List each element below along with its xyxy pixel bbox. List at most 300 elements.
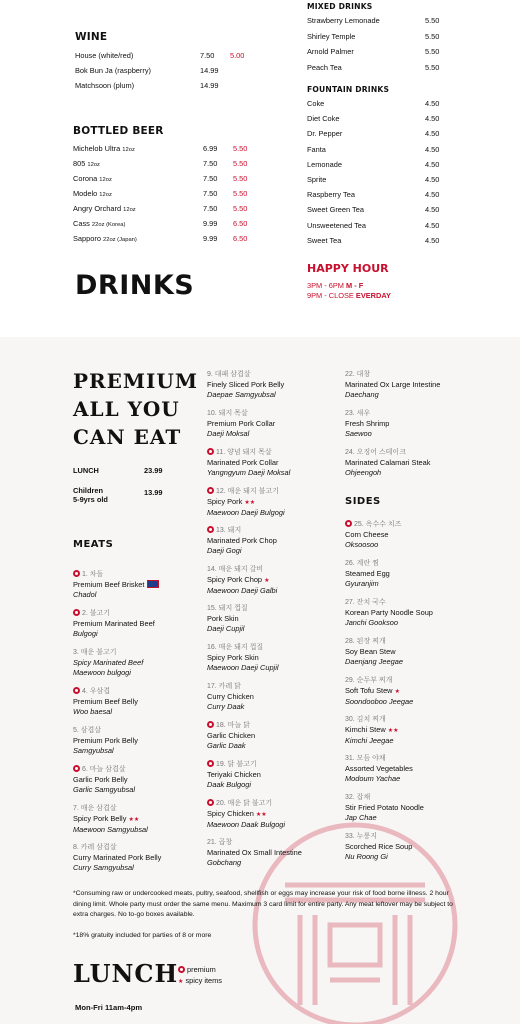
item-korean-text: 29. 순두부 찌개 <box>345 677 393 684</box>
beer-name: Sapporo 22oz (Japan) <box>73 234 137 243</box>
spicy-icon: ★ <box>264 578 270 584</box>
lunch-heading: LUNCH <box>73 959 179 988</box>
item-english-text: Spicy Pork Skin <box>207 653 259 662</box>
spicy-icon: ★★ <box>244 500 256 506</box>
premium-icon <box>73 765 80 772</box>
item-romanized-name: Maewoon Daeji Galbi <box>207 586 278 595</box>
all-you-can-eat-section <box>0 337 520 1024</box>
item-korean-text: 4. 우삼겹 <box>82 688 111 695</box>
item-english-name <box>207 536 347 546</box>
beer-name: Michelob Ultra 12oz <box>73 144 135 153</box>
item-korean-name <box>345 409 485 419</box>
meat-item <box>345 370 485 400</box>
premium-ayce-title <box>73 367 198 451</box>
mixed-price: 5.50 <box>425 62 440 72</box>
item-korean-name <box>207 799 347 809</box>
premium-icon <box>73 687 80 694</box>
meat-item <box>207 487 347 518</box>
item-english-text: Spicy Marinated Beef <box>73 658 144 667</box>
beer-size: 12oz <box>122 147 135 153</box>
item-english-text: Soy Bean Stew <box>345 647 396 656</box>
item-romanized-name: Bulgogi <box>73 629 98 638</box>
item-english-name <box>345 842 485 852</box>
item-english-name <box>345 686 485 697</box>
beer-price: 9.99 <box>203 219 218 228</box>
item-english-name <box>207 458 347 468</box>
meat-item <box>73 765 213 795</box>
item-korean-text: 16. 매운 돼지 껍질 <box>207 644 264 651</box>
item-english-text: Spicy Pork Belly <box>73 814 127 823</box>
beer-happy-price: 5.50 <box>233 189 248 198</box>
fountain-name: Sweet Green Tea <box>307 205 364 215</box>
item-english-name <box>73 697 213 707</box>
item-korean-name <box>73 726 213 736</box>
wine-name: Matchsoon (plum) <box>75 81 135 90</box>
mixed-price: 5.50 <box>425 16 440 25</box>
meat-item <box>207 526 347 556</box>
meat-item <box>345 409 485 439</box>
drinks-section <box>0 0 520 337</box>
lunch-price-line <box>73 466 163 475</box>
premium-icon <box>207 760 214 767</box>
item-english-text: Scorched Rice Soup <box>345 842 413 851</box>
item-korean-text: 7. 매운 삼겹살 <box>73 805 117 812</box>
beer-size: 12oz <box>99 177 112 183</box>
item-english-text: Curry Marinated Pork Belly <box>73 853 162 862</box>
side-item <box>345 520 485 550</box>
item-english-name <box>207 419 347 429</box>
spicy-icon: ★★ <box>128 817 140 823</box>
wine-name: Bok Bun Ja (raspberry) <box>75 66 151 75</box>
beer-row <box>73 188 263 199</box>
item-english-name <box>345 803 485 813</box>
item-korean-text: 5. 삼겹살 <box>73 727 102 734</box>
beer-price: 7.50 <box>203 174 218 183</box>
meat-item <box>207 682 347 712</box>
beer-price: 7.50 <box>203 189 218 198</box>
premium-icon <box>178 966 185 973</box>
mixed-name: Strawberry Lemonade <box>307 16 380 25</box>
fountain-price: 4.50 <box>425 175 440 184</box>
legend-spicy-label: spicy items <box>185 976 223 985</box>
item-english-name <box>207 380 347 390</box>
premium-icon <box>345 520 352 527</box>
beer-name: Modelo 12oz <box>73 189 112 198</box>
item-korean-name <box>345 715 485 725</box>
item-korean-name <box>207 565 347 575</box>
fountain-name: Sweet Tea <box>307 235 342 245</box>
happy-hour-time-2: 9PM - CLOSE <box>307 291 354 300</box>
item-korean-text: 12. 매운 돼지 불고기 <box>216 488 279 495</box>
meat-item <box>207 604 347 634</box>
item-romanized-name: Maewoon Samgyubsal <box>73 825 148 834</box>
item-korean-text: 10. 돼지 목살 <box>207 410 248 417</box>
item-korean-text: 18. 마늘 닭 <box>216 722 250 729</box>
wine-row <box>75 80 260 91</box>
happy-hour-line-1 <box>307 281 363 290</box>
item-korean-text: 20. 매운 닭 불고기 <box>216 800 273 807</box>
mixed-row <box>307 15 440 26</box>
item-korean-name <box>345 793 485 803</box>
children-price-label: Children <box>73 486 103 495</box>
item-romanized-name: Maewoon bulgogi <box>73 668 131 677</box>
item-english-name <box>207 614 347 624</box>
fountain-price: 4.50 <box>425 129 440 139</box>
side-item <box>345 598 485 628</box>
meat-item <box>207 409 347 439</box>
mixed-price: 5.50 <box>425 47 440 56</box>
premium-icon <box>73 570 80 577</box>
item-korean-name <box>345 676 485 686</box>
meat-item <box>73 609 213 639</box>
gratuity-note: *18% gratuity included for parties of 8 or more <box>73 932 212 939</box>
children-price-value: 13.99 <box>144 488 163 497</box>
item-korean-name <box>345 370 485 380</box>
fountain-row <box>307 128 440 139</box>
fountain-row <box>307 220 440 231</box>
item-romanized-name: Soondooboo Jeegae <box>345 697 414 706</box>
item-korean-text: 30. 김치 찌개 <box>345 716 386 723</box>
item-romanized-name: Maewoon Daeji Cupjil <box>207 663 279 672</box>
mixed-name: Arnold Palmer <box>307 47 354 56</box>
happy-hour-line-2 <box>307 291 391 300</box>
disclaimer-note: *Consuming raw or undercooked meats, pultry, seafood, shellfish or eggs may increase your risk of food borne illness. 2 hour dining limit. Whole party must order the same menu. Maximum 3 card limit for entire party. Any meat leftover may be subject to extra charges. No to-go boxes available. <box>73 890 453 918</box>
item-english-text: Curry Chicken <box>207 692 254 701</box>
beer-price: 6.99 <box>203 144 218 153</box>
item-english-name <box>345 647 485 657</box>
happy-hour-title: HAPPY HOUR <box>307 262 389 275</box>
wine-row <box>75 65 260 76</box>
item-romanized-name: Curry Samgyubsal <box>73 863 134 872</box>
item-romanized-name: Janchi Gooksoo <box>345 618 398 627</box>
item-korean-text: 28. 된장 찌개 <box>345 638 386 645</box>
item-korean-name <box>345 559 485 569</box>
item-korean-name <box>207 448 347 458</box>
item-korean-name <box>345 598 485 608</box>
beer-row <box>73 173 263 184</box>
item-korean-name <box>73 609 213 619</box>
beer-happy-price: 5.50 <box>233 144 248 153</box>
fountain-price: 4.50 <box>425 235 440 245</box>
meat-item <box>345 448 485 478</box>
beer-name: Angry Orchard 12oz <box>73 204 136 213</box>
item-english-text: Marinated Ox Large Intestine <box>345 380 441 389</box>
beer-size: 22oz (Korea) <box>91 222 126 228</box>
fountain-row <box>307 189 440 200</box>
beer-happy-price: 5.50 <box>233 204 248 213</box>
item-english-text: Stir Fried Potato Noodle <box>345 803 424 812</box>
item-english-text: Kimchi Stew <box>345 725 386 734</box>
item-korean-text: 2. 불고기 <box>82 610 111 617</box>
fountain-name: Coke <box>307 99 325 108</box>
legend-premium <box>178 965 216 974</box>
meat-item <box>207 799 347 830</box>
item-english-text: Premium Marinated Beef <box>73 619 155 628</box>
side-item <box>345 559 485 589</box>
item-english-name <box>73 775 213 785</box>
fountain-price: 4.50 <box>425 159 440 169</box>
item-romanized-name: Daechang <box>345 390 379 399</box>
meat-item <box>207 760 347 790</box>
wine-row <box>75 50 260 61</box>
item-korean-text: 19. 닭 불고기 <box>216 761 257 768</box>
sides-title: SIDES <box>345 496 381 507</box>
beer-happy-price: 5.50 <box>233 174 248 183</box>
meat-item <box>207 370 347 400</box>
item-romanized-name: Chadol <box>73 590 97 599</box>
item-english-name <box>73 736 213 746</box>
beer-size: 12oz <box>99 192 112 198</box>
beer-size: 22oz (Japan) <box>103 237 137 243</box>
meats-title: MEATS <box>73 539 114 550</box>
item-korean-name <box>345 637 485 647</box>
item-english-text: Assorted Vegetables <box>345 764 413 773</box>
usa-flag-icon <box>147 580 159 588</box>
mixed-row <box>307 62 440 73</box>
wine-title: WINE <box>75 31 108 43</box>
item-korean-name <box>73 765 213 775</box>
item-korean-text: 33. 누룽지 <box>345 833 377 840</box>
item-english-name <box>345 725 485 736</box>
side-item <box>345 637 485 667</box>
beer-row <box>73 143 263 154</box>
item-korean-name <box>207 487 347 497</box>
spicy-icon: ★ <box>394 689 400 695</box>
item-romanized-name: Jap Chae <box>345 813 377 822</box>
item-english-name <box>345 569 485 579</box>
fountain-name: Dr. Pepper <box>307 129 343 139</box>
item-korean-name <box>207 409 347 419</box>
item-english-text: Steamed Egg <box>345 569 390 578</box>
beer-size: 12oz <box>123 207 136 213</box>
beer-name: Cass 22oz (Korea) <box>73 219 126 228</box>
item-romanized-name: Maewoon Daeji Bulgogi <box>207 508 285 517</box>
item-english-name <box>345 380 485 390</box>
item-english-text: Premium Beef Belly <box>73 697 138 706</box>
item-english-text: Spicy Pork Chop <box>207 575 263 584</box>
fountain-drinks-title: FOUNTAIN DRINKS <box>307 85 390 94</box>
item-korean-text: 11. 양념 돼지 목살 <box>216 449 272 456</box>
item-korean-name <box>73 843 213 853</box>
item-english-text: Fresh Shrimp <box>345 419 390 428</box>
item-english-name <box>345 764 485 774</box>
fountain-price: 4.50 <box>425 99 440 108</box>
fountain-price: 4.50 <box>425 144 440 154</box>
wine-name: House (white/red) <box>75 51 134 60</box>
item-korean-text: 3. 매운 불고기 <box>73 649 117 656</box>
item-english-name <box>345 419 485 429</box>
premium-icon <box>207 526 214 533</box>
item-korean-text: 6. 마늘 삼겹살 <box>82 766 126 773</box>
meat-item <box>207 643 347 673</box>
item-english-text: Premium Beef Brisket <box>73 580 145 589</box>
item-korean-name <box>207 838 347 848</box>
item-korean-text: 8. 카레 삼겹살 <box>73 844 117 851</box>
item-korean-name <box>345 832 485 842</box>
side-item <box>345 832 485 862</box>
item-english-text: Soft Tofu Stew <box>345 686 393 695</box>
fountain-name: Lemonade <box>307 159 342 169</box>
item-english-text: Marinated Pork Chop <box>207 536 277 545</box>
item-english-name <box>207 731 347 741</box>
wine-price: 7.50 <box>200 51 215 60</box>
meat-item <box>207 448 347 478</box>
item-english-text: Marinated Ox Small Intestine <box>207 848 302 857</box>
item-korean-text: 31. 모듬 야채 <box>345 755 386 762</box>
item-romanized-name: Daepae Samgyubsal <box>207 390 276 399</box>
meat-item <box>207 838 347 868</box>
item-romanized-name: Daeji Moksal <box>207 429 250 438</box>
premium-title-line-2: ALL YOU <box>73 397 180 421</box>
item-korean-text: 23. 새우 <box>345 410 371 417</box>
item-romanized-name: Woo baesal <box>73 707 113 716</box>
item-korean-text: 27. 잔치 국수 <box>345 599 386 606</box>
item-romanized-name: Daenjang Jeegae <box>345 657 403 666</box>
happy-hour-days-2: EVERDAY <box>355 291 391 300</box>
fountain-row <box>307 235 440 246</box>
item-english-name <box>207 692 347 702</box>
beer-happy-price: 5.50 <box>233 159 248 168</box>
item-korean-name <box>207 682 347 692</box>
item-korean-name <box>73 570 213 580</box>
item-korean-name <box>207 370 347 380</box>
legend-premium-label: premium <box>187 965 216 974</box>
lunch-price-label: LUNCH <box>73 466 99 475</box>
fountain-name: Raspberry Tea <box>307 190 355 200</box>
item-korean-name <box>207 526 347 536</box>
side-item <box>345 754 485 784</box>
item-korean-text: 17. 카레 닭 <box>207 683 241 690</box>
item-romanized-name: Daeji Gogi <box>207 546 242 555</box>
item-romanized-name: Oksoosoo <box>345 540 379 549</box>
beer-row <box>73 233 263 244</box>
beer-price: 7.50 <box>203 159 218 168</box>
beer-price: 9.99 <box>203 234 218 243</box>
item-romanized-name: Kimchi Jeegae <box>345 736 394 745</box>
item-english-name <box>207 848 347 858</box>
premium-title-line-1: PREMIUM <box>73 369 198 393</box>
meat-item <box>73 804 213 835</box>
item-english-name <box>73 853 213 863</box>
spicy-icon: ★★ <box>255 812 267 818</box>
item-korean-text: 9. 대패 삼겹살 <box>207 371 251 378</box>
meat-item <box>73 570 213 600</box>
premium-icon <box>207 721 214 728</box>
wine-price: 14.99 <box>200 81 219 90</box>
spicy-icon: ★★ <box>387 728 399 734</box>
item-english-name <box>73 658 213 668</box>
fountain-row <box>307 204 440 215</box>
item-english-name <box>207 575 347 586</box>
meat-item <box>73 648 213 678</box>
beer-row <box>73 203 263 214</box>
premium-title-line-3: CAN EAT <box>73 425 182 449</box>
item-romanized-name: Gobchang <box>207 858 242 867</box>
beer-name: Corona 12oz <box>73 174 112 183</box>
item-english-text: Premium Pork Belly <box>73 736 138 745</box>
item-romanized-name: Samgyubsal <box>73 746 114 755</box>
beer-happy-price: 6.50 <box>233 219 248 228</box>
item-english-name <box>207 497 347 508</box>
beer-price: 7.50 <box>203 204 218 213</box>
fountain-name: Diet Coke <box>307 114 340 124</box>
item-english-text: Spicy Pork <box>207 497 243 506</box>
item-romanized-name: Garlic Daak <box>207 741 246 750</box>
item-korean-text: 24. 오징어 스테이크 <box>345 449 406 456</box>
happy-hour-days-1: M - F <box>346 281 364 290</box>
item-english-text: Garlic Pork Belly <box>73 775 128 784</box>
item-english-name <box>73 814 213 825</box>
item-english-name <box>207 770 347 780</box>
happy-hour-time-1: 3PM - 6PM <box>307 281 344 290</box>
item-korean-text: 26. 계란 찜 <box>345 560 379 567</box>
mixed-drinks-title: MIXED DRINKS <box>307 2 373 11</box>
item-romanized-name: Daak Bulgogi <box>207 780 251 789</box>
item-romanized-name: Yangngyum Daeji Moksal <box>207 468 291 477</box>
bottled-beer-title: BOTTLED BEER <box>73 125 164 137</box>
spicy-icon: ★ <box>178 979 184 985</box>
item-korean-text: 32. 잡채 <box>345 794 371 801</box>
item-english-text: Finely Sliced Pork Belly <box>207 380 285 389</box>
item-romanized-name: Ohjeengoh <box>345 468 382 477</box>
fountain-price: 4.50 <box>425 190 440 200</box>
item-romanized-name: Garlic Samgyubsal <box>73 785 136 794</box>
children-price-sub: 5-9yrs old <box>73 495 108 504</box>
item-korean-text: 13. 돼지 <box>216 527 242 534</box>
item-english-text: Marinated Pork Collar <box>207 458 279 467</box>
fountain-name: Fanta <box>307 144 326 154</box>
meat-item <box>73 726 213 756</box>
fountain-price: 4.50 <box>425 220 440 230</box>
item-english-text: Premium Pork Collar <box>207 419 276 428</box>
fountain-row <box>307 113 440 124</box>
premium-icon <box>207 487 214 494</box>
item-english-name <box>73 580 213 590</box>
premium-icon <box>207 799 214 806</box>
item-korean-text: 21. 곱창 <box>207 839 233 846</box>
item-romanized-name: Nu Roong Gi <box>345 852 388 861</box>
legend-spicy <box>178 976 222 985</box>
item-english-name <box>345 530 485 540</box>
item-korean-name <box>345 520 485 530</box>
item-english-text: Spicy Chicken <box>207 809 254 818</box>
beer-name: 805 12oz <box>73 159 100 168</box>
item-romanized-name: Curry Daak <box>207 702 245 711</box>
lunch-hours: Mon-Fri 11am-4pm <box>75 1003 143 1012</box>
item-english-name <box>207 809 347 820</box>
wine-price: 14.99 <box>200 66 219 75</box>
item-korean-text: 22. 대창 <box>345 371 371 378</box>
fountain-row <box>307 159 440 170</box>
lunch-price-value: 23.99 <box>144 466 163 475</box>
side-item <box>345 676 485 707</box>
beer-happy-price: 6.50 <box>233 234 248 243</box>
beer-size: 12oz <box>87 162 100 168</box>
item-english-name <box>73 619 213 629</box>
mixed-row <box>307 31 440 42</box>
meat-item <box>73 687 213 717</box>
meat-item <box>207 721 347 751</box>
fountain-name: Sprite <box>307 175 327 184</box>
item-romanized-name: Maewoon Daak Bulgogi <box>207 820 286 829</box>
premium-icon <box>207 448 214 455</box>
fountain-row <box>307 98 440 109</box>
item-english-name <box>345 458 485 468</box>
fountain-price: 4.50 <box>425 114 440 124</box>
beer-row <box>73 158 263 169</box>
item-english-text: Garlic Chicken <box>207 731 256 740</box>
item-romanized-name: Daeji Cupjil <box>207 624 245 633</box>
